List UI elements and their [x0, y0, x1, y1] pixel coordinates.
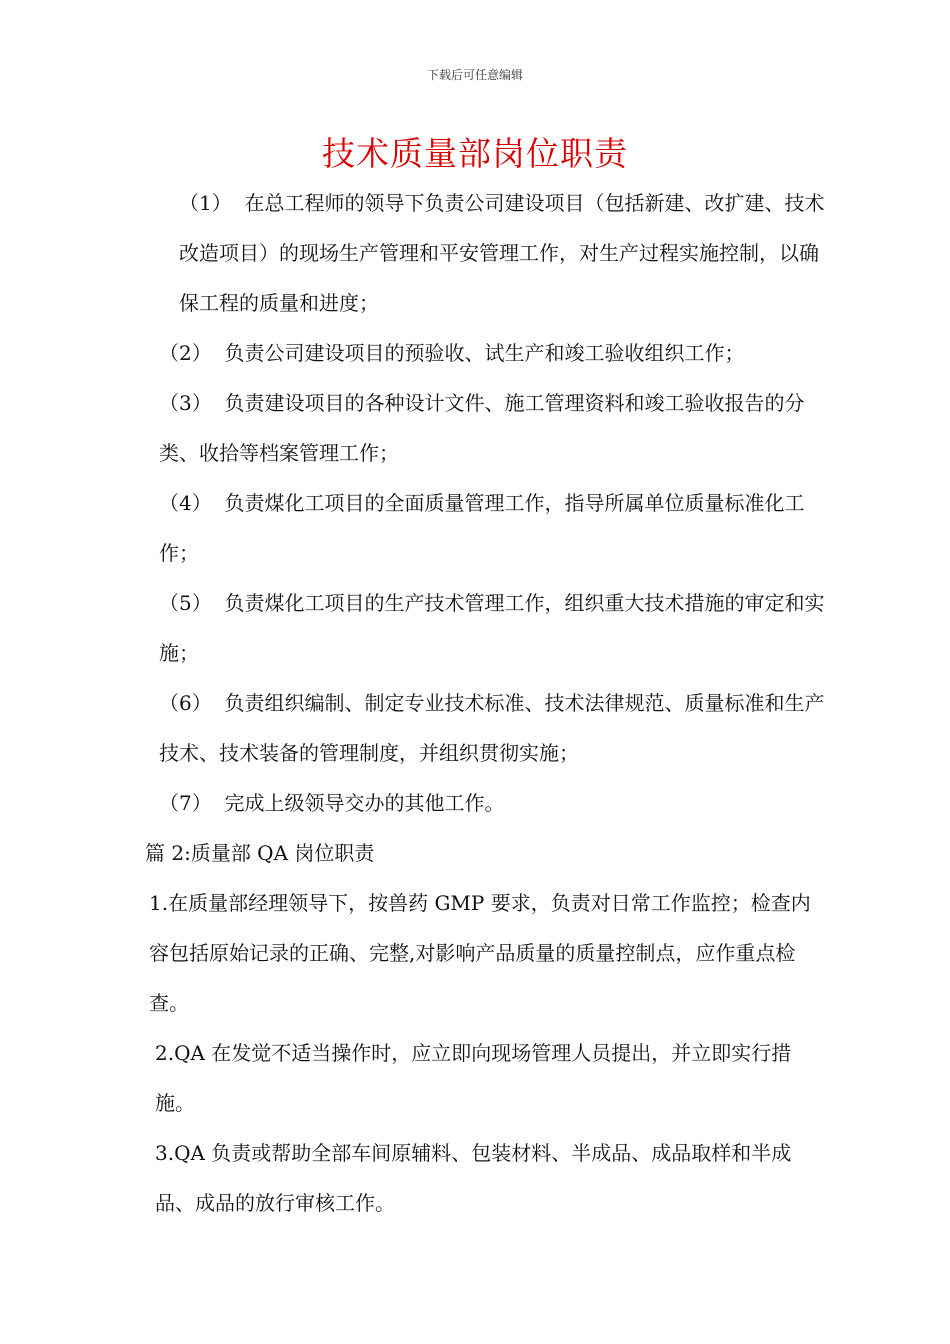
- duty-item-6: [145, 678, 825, 778]
- duty-item-7: [145, 778, 825, 828]
- duty-item-number: （5）: [159, 591, 212, 615]
- duty-item-number: （7）: [159, 791, 212, 815]
- qa-duty-3: 3.QA 负责或帮助全部车间原辅料、包装材料、半成品、成品取样和半成品、成品的放行审核工作。: [155, 1141, 792, 1215]
- duty-item-text: 完成上级领导交办的其他工作。: [224, 791, 505, 815]
- duty-item-number: （1）: [179, 191, 232, 215]
- duty-item-text: 负责组织编制、制定专业技术标准、技术法律规范、质量标准和生产技术、技术装备的管理制度，并组织贯彻实施；: [159, 691, 825, 765]
- duty-item-5: [145, 578, 825, 678]
- document-title: 技术质量部岗位职责: [322, 134, 628, 173]
- duty-item-number: （3）: [159, 391, 212, 415]
- duty-item-4: [145, 478, 825, 578]
- duty-item-number: （6）: [159, 691, 212, 715]
- qa-duty-1: 1.在质量部经理领导下，按兽药 GMP 要求，负责对日常工作监控；检查内容包括原始记录的正确、完整,对影响产品质量的质量控制点，应作重点检查。: [149, 891, 811, 1015]
- qa-duty-2: 2.QA 在发觉不适当操作时，应立即向现场管理人员提出，并立即实行措施。: [155, 1041, 792, 1115]
- duty-item-2: [145, 328, 825, 378]
- duty-item-3: [145, 378, 825, 478]
- duty-item-text: 负责建设项目的各种设计文件、施工管理资料和竣工验收报告的分类、收拾等档案管理工作；: [159, 391, 805, 465]
- page-header-note: 下载后可任意编辑: [426, 68, 523, 82]
- section-2-heading: 篇 2:质量部 QA 岗位职责: [145, 841, 375, 865]
- duty-item-1: [145, 178, 825, 328]
- duty-item-text: 在总工程师的领导下负责公司建设项目（包括新建、改扩建、技术改造项目）的现场生产管理和平安管理工作，对生产过程实施控制，以确保工程的质量和进度；: [179, 191, 825, 315]
- duty-item-number: （4）: [159, 491, 212, 515]
- duty-item-text: 负责煤化工项目的生产技术管理工作，组织重大技术措施的审定和实施；: [159, 591, 825, 665]
- duty-item-text: 负责公司建设项目的预验收、试生产和竣工验收组织工作；: [224, 341, 745, 365]
- duty-item-text: 负责煤化工项目的全面质量管理工作，指导所属单位质量标准化工作；: [159, 491, 805, 565]
- duty-item-number: （2）: [159, 341, 212, 365]
- document-body: [145, 178, 825, 1228]
